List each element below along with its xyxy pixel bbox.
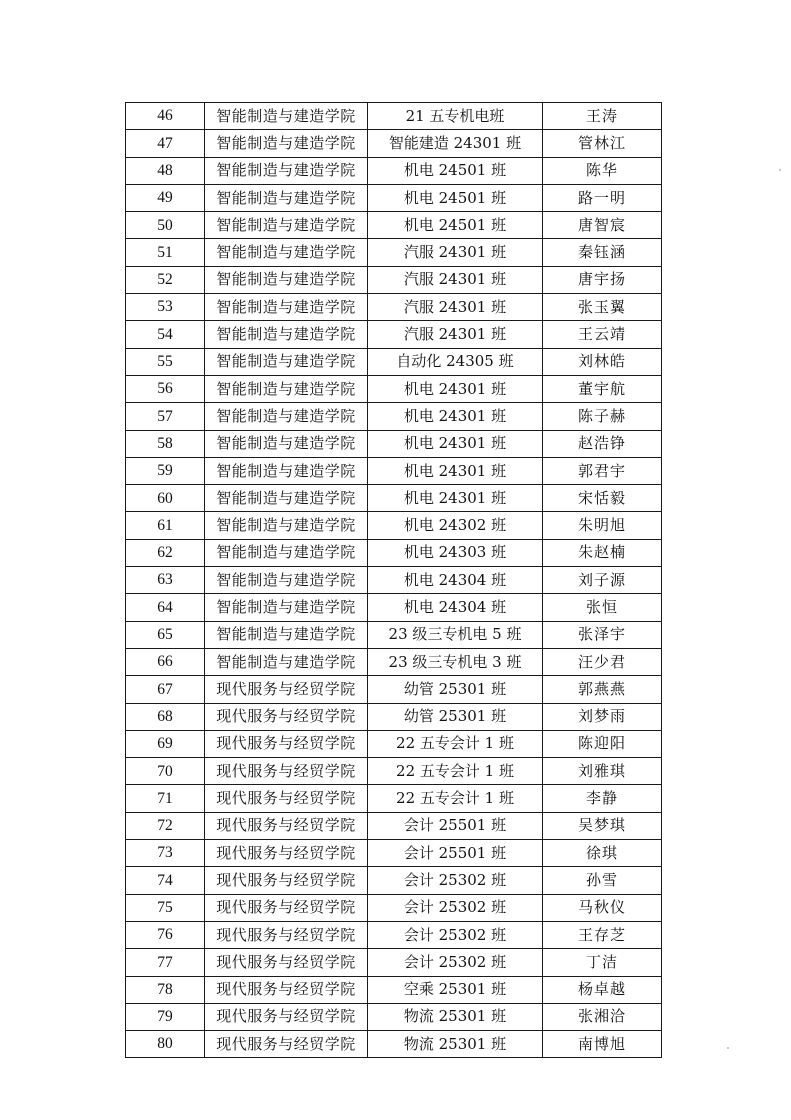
table-row [126, 457, 662, 484]
department-cell: 智能制造与建造学院 [205, 567, 368, 594]
roster-body [126, 103, 662, 1058]
department-cell: 智能制造与建造学院 [205, 212, 368, 239]
table-row [126, 403, 662, 430]
row-index: 62 [126, 539, 205, 566]
class-cell: 会计 25302 班 [368, 867, 543, 894]
department-cell: 智能制造与建造学院 [205, 375, 368, 402]
row-index: 68 [126, 703, 205, 730]
class-cell: 机电 24301 班 [368, 375, 543, 402]
student-name-cell: 吴梦琪 [543, 812, 662, 839]
class-cell: 汽服 24301 班 [368, 294, 543, 321]
student-name-cell: 张恒 [543, 594, 662, 621]
class-cell: 幼管 25301 班 [368, 703, 543, 730]
table-row [126, 539, 662, 566]
row-index: 65 [126, 621, 205, 648]
department-cell: 现代服务与经贸学院 [205, 1031, 368, 1058]
row-index: 72 [126, 812, 205, 839]
department-cell: 智能制造与建造学院 [205, 239, 368, 266]
class-cell: 22 五专会计 1 班 [368, 758, 543, 785]
department-cell: 现代服务与经贸学院 [205, 730, 368, 757]
student-name-cell: 王云靖 [543, 321, 662, 348]
department-cell: 现代服务与经贸学院 [205, 894, 368, 921]
department-cell: 智能制造与建造学院 [205, 403, 368, 430]
department-cell: 智能制造与建造学院 [205, 594, 368, 621]
table-row [126, 375, 662, 402]
table-row [126, 758, 662, 785]
student-name-cell: 董宇航 [543, 375, 662, 402]
class-cell: 会计 25302 班 [368, 949, 543, 976]
class-cell: 机电 24501 班 [368, 157, 543, 184]
department-cell: 智能制造与建造学院 [205, 539, 368, 566]
class-cell: 汽服 24301 班 [368, 321, 543, 348]
student-name-cell: 杨卓越 [543, 976, 662, 1003]
student-name-cell: 王存芝 [543, 921, 662, 948]
class-cell: 物流 25301 班 [368, 1003, 543, 1030]
table-row [126, 785, 662, 812]
row-index: 67 [126, 676, 205, 703]
class-cell: 机电 24302 班 [368, 512, 543, 539]
row-index: 75 [126, 894, 205, 921]
department-cell: 智能制造与建造学院 [205, 512, 368, 539]
table-row [126, 921, 662, 948]
row-index: 48 [126, 157, 205, 184]
department-cell: 现代服务与经贸学院 [205, 976, 368, 1003]
row-index: 63 [126, 567, 205, 594]
student-name-cell: 郭燕燕 [543, 676, 662, 703]
student-name-cell: 管林江 [543, 130, 662, 157]
student-name-cell: 徐琪 [543, 840, 662, 867]
table-row [126, 348, 662, 375]
class-cell: 会计 25501 班 [368, 812, 543, 839]
department-cell: 现代服务与经贸学院 [205, 703, 368, 730]
row-index: 50 [126, 212, 205, 239]
student-name-cell: 孙雪 [543, 867, 662, 894]
class-cell: 机电 24501 班 [368, 184, 543, 211]
table-row [126, 1031, 662, 1058]
student-name-cell: 陈子赫 [543, 403, 662, 430]
student-name-cell: 朱赵楠 [543, 539, 662, 566]
row-index: 57 [126, 403, 205, 430]
row-index: 79 [126, 1003, 205, 1030]
row-index: 47 [126, 130, 205, 157]
table-row [126, 867, 662, 894]
department-cell: 智能制造与建造学院 [205, 157, 368, 184]
table-row [126, 212, 662, 239]
student-name-cell: 丁洁 [543, 949, 662, 976]
class-cell: 会计 25501 班 [368, 840, 543, 867]
table-row [126, 485, 662, 512]
class-cell: 智能建造 24301 班 [368, 130, 543, 157]
department-cell: 智能制造与建造学院 [205, 266, 368, 293]
row-index: 49 [126, 184, 205, 211]
class-cell: 21 五专机电班 [368, 103, 543, 130]
student-name-cell: 唐智宸 [543, 212, 662, 239]
department-cell: 智能制造与建造学院 [205, 485, 368, 512]
class-cell: 机电 24501 班 [368, 212, 543, 239]
class-cell: 机电 24303 班 [368, 539, 543, 566]
class-cell: 空乘 25301 班 [368, 976, 543, 1003]
table-row [126, 730, 662, 757]
table-row [126, 894, 662, 921]
class-cell: 机电 24301 班 [368, 485, 543, 512]
student-name-cell: 唐宇扬 [543, 266, 662, 293]
student-name-cell: 张玉翼 [543, 294, 662, 321]
row-index: 74 [126, 867, 205, 894]
table-row [126, 512, 662, 539]
row-index: 55 [126, 348, 205, 375]
row-index: 78 [126, 976, 205, 1003]
row-index: 59 [126, 457, 205, 484]
class-cell: 22 五专会计 1 班 [368, 730, 543, 757]
student-name-cell: 赵浩铮 [543, 430, 662, 457]
row-index: 60 [126, 485, 205, 512]
table-row [126, 157, 662, 184]
class-cell: 机电 24301 班 [368, 457, 543, 484]
class-cell: 机电 24301 班 [368, 403, 543, 430]
class-cell: 23 级三专机电 3 班 [368, 648, 543, 675]
student-name-cell: 朱明旭 [543, 512, 662, 539]
department-cell: 现代服务与经贸学院 [205, 758, 368, 785]
row-index: 66 [126, 648, 205, 675]
student-name-cell: 李静 [543, 785, 662, 812]
table-row [126, 130, 662, 157]
department-cell: 现代服务与经贸学院 [205, 840, 368, 867]
row-index: 61 [126, 512, 205, 539]
department-cell: 现代服务与经贸学院 [205, 921, 368, 948]
table-row [126, 812, 662, 839]
student-name-cell: 刘梦雨 [543, 703, 662, 730]
row-index: 77 [126, 949, 205, 976]
student-name-cell: 汪少君 [543, 648, 662, 675]
table-row [126, 840, 662, 867]
row-index: 54 [126, 321, 205, 348]
student-name-cell: 南博旭 [543, 1031, 662, 1058]
department-cell: 智能制造与建造学院 [205, 184, 368, 211]
department-cell: 智能制造与建造学院 [205, 621, 368, 648]
student-name-cell: 陈华 [543, 157, 662, 184]
student-name-cell: 刘雅琪 [543, 758, 662, 785]
student-name-cell: 王涛 [543, 103, 662, 130]
row-index: 71 [126, 785, 205, 812]
row-index: 46 [126, 103, 205, 130]
scan-speck [727, 1047, 729, 1049]
class-cell: 机电 24304 班 [368, 594, 543, 621]
student-name-cell: 陈迎阳 [543, 730, 662, 757]
class-cell: 会计 25302 班 [368, 894, 543, 921]
department-cell: 智能制造与建造学院 [205, 130, 368, 157]
department-cell: 智能制造与建造学院 [205, 321, 368, 348]
department-cell: 智能制造与建造学院 [205, 348, 368, 375]
department-cell: 智能制造与建造学院 [205, 294, 368, 321]
student-name-cell: 路一明 [543, 184, 662, 211]
table-row [126, 594, 662, 621]
student-name-cell: 秦钰涵 [543, 239, 662, 266]
student-name-cell: 郭君宇 [543, 457, 662, 484]
row-index: 80 [126, 1031, 205, 1058]
table-row [126, 321, 662, 348]
department-cell: 现代服务与经贸学院 [205, 785, 368, 812]
class-cell: 机电 24304 班 [368, 567, 543, 594]
department-cell: 现代服务与经贸学院 [205, 812, 368, 839]
table-row [126, 976, 662, 1003]
department-cell: 智能制造与建造学院 [205, 457, 368, 484]
student-name-cell: 张湘洽 [543, 1003, 662, 1030]
student-name-cell: 刘子源 [543, 567, 662, 594]
table-row [126, 703, 662, 730]
row-index: 73 [126, 840, 205, 867]
table-row [126, 239, 662, 266]
class-cell: 自动化 24305 班 [368, 348, 543, 375]
department-cell: 智能制造与建造学院 [205, 648, 368, 675]
class-cell: 汽服 24301 班 [368, 266, 543, 293]
table-row [126, 103, 662, 130]
department-cell: 现代服务与经贸学院 [205, 676, 368, 703]
row-index: 69 [126, 730, 205, 757]
class-cell: 22 五专会计 1 班 [368, 785, 543, 812]
department-cell: 现代服务与经贸学院 [205, 1003, 368, 1030]
student-name-cell: 马秋仪 [543, 894, 662, 921]
department-cell: 现代服务与经贸学院 [205, 867, 368, 894]
table-row [126, 294, 662, 321]
class-cell: 汽服 24301 班 [368, 239, 543, 266]
class-cell: 会计 25302 班 [368, 921, 543, 948]
row-index: 76 [126, 921, 205, 948]
class-cell: 幼管 25301 班 [368, 676, 543, 703]
department-cell: 智能制造与建造学院 [205, 430, 368, 457]
row-index: 52 [126, 266, 205, 293]
table-row [126, 676, 662, 703]
table-row [126, 184, 662, 211]
row-index: 70 [126, 758, 205, 785]
class-cell: 机电 24301 班 [368, 430, 543, 457]
table-row [126, 430, 662, 457]
student-name-cell: 刘林皓 [543, 348, 662, 375]
student-roster-table [125, 102, 662, 1058]
department-cell: 智能制造与建造学院 [205, 103, 368, 130]
row-index: 58 [126, 430, 205, 457]
class-cell: 23 级三专机电 5 班 [368, 621, 543, 648]
class-cell: 物流 25301 班 [368, 1031, 543, 1058]
scan-speck [779, 169, 781, 171]
student-name-cell: 张泽宇 [543, 621, 662, 648]
table-row [126, 648, 662, 675]
table-row [126, 621, 662, 648]
department-cell: 现代服务与经贸学院 [205, 949, 368, 976]
student-name-cell: 宋恬毅 [543, 485, 662, 512]
row-index: 64 [126, 594, 205, 621]
row-index: 56 [126, 375, 205, 402]
row-index: 53 [126, 294, 205, 321]
table-row [126, 1003, 662, 1030]
row-index: 51 [126, 239, 205, 266]
table-row [126, 266, 662, 293]
table-row [126, 567, 662, 594]
table-row [126, 949, 662, 976]
